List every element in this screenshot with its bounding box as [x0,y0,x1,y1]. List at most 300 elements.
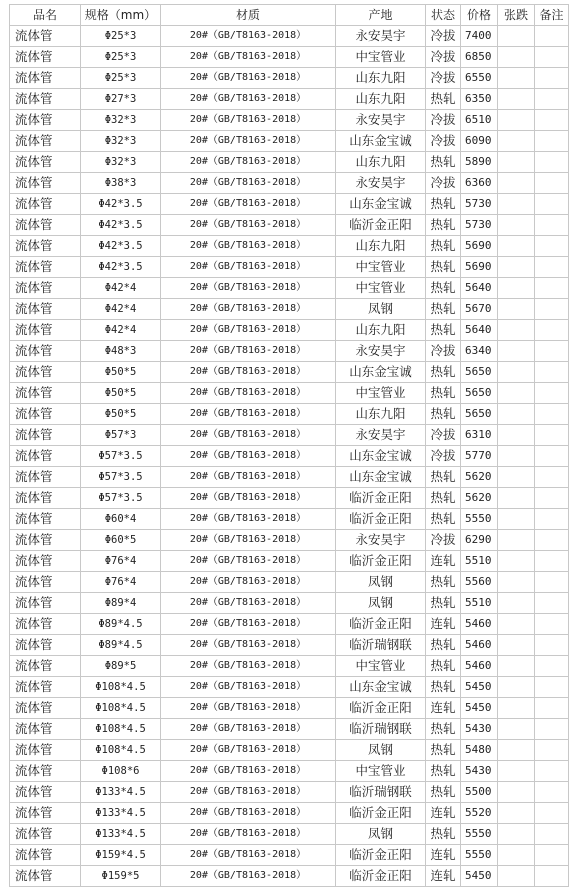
cell-name: 流体管 [10,68,81,89]
cell-state: 连轧 [426,698,461,719]
cell-origin: 临沂金正阳 [336,551,426,572]
cell-material: 20#（GB/T8163-2018） [161,593,336,614]
cell-note [535,26,569,47]
cell-material: 20#（GB/T8163-2018） [161,278,336,299]
cell-change [498,719,535,740]
cell-price: 5510 [461,551,498,572]
cell-spec: Φ133*4.5 [81,782,161,803]
cell-price: 6360 [461,173,498,194]
cell-state: 热轧 [426,320,461,341]
table-row [10,320,569,341]
cell-material: 20#（GB/T8163-2018） [161,698,336,719]
cell-state: 冷拔 [426,446,461,467]
cell-material: 20#（GB/T8163-2018） [161,656,336,677]
cell-price: 6850 [461,47,498,68]
cell-price: 5640 [461,320,498,341]
cell-origin: 山东九阳 [336,236,426,257]
table-row [10,68,569,89]
table-row [10,257,569,278]
cell-change [498,320,535,341]
table-row [10,551,569,572]
cell-spec: Φ32*3 [81,110,161,131]
cell-price: 6290 [461,530,498,551]
cell-material: 20#（GB/T8163-2018） [161,89,336,110]
cell-name: 流体管 [10,488,81,509]
cell-price: 5550 [461,824,498,845]
table-row [10,845,569,866]
cell-note [535,761,569,782]
table-row [10,656,569,677]
cell-state: 热轧 [426,488,461,509]
cell-name: 流体管 [10,110,81,131]
cell-spec: Φ108*4.5 [81,698,161,719]
cell-spec: Φ89*4 [81,593,161,614]
table-row [10,404,569,425]
cell-name: 流体管 [10,173,81,194]
cell-note [535,803,569,824]
cell-spec: Φ42*4 [81,299,161,320]
cell-state: 热轧 [426,782,461,803]
cell-material: 20#（GB/T8163-2018） [161,677,336,698]
table-row [10,383,569,404]
cell-note [535,47,569,68]
cell-note [535,656,569,677]
table-row [10,740,569,761]
cell-name: 流体管 [10,299,81,320]
cell-origin: 永安昊宇 [336,425,426,446]
table-row [10,572,569,593]
cell-origin: 山东金宝诚 [336,194,426,215]
cell-material: 20#（GB/T8163-2018） [161,341,336,362]
table-row [10,215,569,236]
cell-name: 流体管 [10,740,81,761]
cell-material: 20#（GB/T8163-2018） [161,446,336,467]
cell-price: 5890 [461,152,498,173]
table-row [10,614,569,635]
cell-note [535,89,569,110]
cell-material: 20#（GB/T8163-2018） [161,194,336,215]
cell-origin: 临沂瑞钢联 [336,719,426,740]
cell-spec: Φ133*4.5 [81,824,161,845]
cell-material: 20#（GB/T8163-2018） [161,572,336,593]
cell-price: 6550 [461,68,498,89]
cell-note [535,236,569,257]
cell-note [535,131,569,152]
cell-price: 5460 [461,635,498,656]
cell-change [498,488,535,509]
cell-note [535,509,569,530]
cell-change [498,698,535,719]
cell-origin: 中宝管业 [336,257,426,278]
cell-origin: 山东金宝诚 [336,446,426,467]
cell-price: 6350 [461,89,498,110]
cell-price: 5690 [461,236,498,257]
cell-origin: 凤钢 [336,572,426,593]
cell-state: 热轧 [426,89,461,110]
cell-state: 热轧 [426,215,461,236]
cell-state: 热轧 [426,572,461,593]
cell-change [498,635,535,656]
cell-spec: Φ57*3 [81,425,161,446]
cell-origin: 凤钢 [336,593,426,614]
cell-price: 5650 [461,362,498,383]
cell-note [535,719,569,740]
cell-origin: 永安昊宇 [336,341,426,362]
cell-state: 热轧 [426,194,461,215]
cell-price: 5640 [461,278,498,299]
cell-material: 20#（GB/T8163-2018） [161,173,336,194]
cell-note [535,257,569,278]
cell-note [535,782,569,803]
cell-change [498,740,535,761]
cell-price: 5460 [461,656,498,677]
cell-change [498,425,535,446]
table-row [10,236,569,257]
cell-change [498,677,535,698]
cell-origin: 临沂金正阳 [336,509,426,530]
cell-material: 20#（GB/T8163-2018） [161,614,336,635]
cell-name: 流体管 [10,782,81,803]
table-row [10,194,569,215]
cell-state: 连轧 [426,614,461,635]
cell-state: 热轧 [426,257,461,278]
table-row [10,698,569,719]
cell-price: 5450 [461,866,498,887]
table-row [10,131,569,152]
cell-spec: Φ42*3.5 [81,215,161,236]
cell-name: 流体管 [10,194,81,215]
cell-spec: Φ108*6 [81,761,161,782]
cell-material: 20#（GB/T8163-2018） [161,257,336,278]
header-origin: 产地 [336,5,426,26]
cell-state: 冷拔 [426,47,461,68]
table-row [10,89,569,110]
cell-change [498,656,535,677]
cell-origin: 永安昊宇 [336,173,426,194]
cell-origin: 山东九阳 [336,152,426,173]
cell-origin: 永安昊宇 [336,110,426,131]
cell-origin: 临沂瑞钢联 [336,635,426,656]
cell-material: 20#（GB/T8163-2018） [161,509,336,530]
cell-change [498,68,535,89]
cell-name: 流体管 [10,89,81,110]
cell-origin: 临沂金正阳 [336,614,426,635]
cell-spec: Φ50*5 [81,383,161,404]
cell-change [498,110,535,131]
cell-origin: 临沂金正阳 [336,866,426,887]
cell-note [535,194,569,215]
cell-note [535,320,569,341]
cell-price: 6340 [461,341,498,362]
cell-material: 20#（GB/T8163-2018） [161,404,336,425]
cell-price: 5730 [461,194,498,215]
cell-state: 热轧 [426,677,461,698]
table-row [10,299,569,320]
cell-state: 热轧 [426,404,461,425]
table-row [10,47,569,68]
cell-spec: Φ38*3 [81,173,161,194]
table-row [10,278,569,299]
cell-name: 流体管 [10,656,81,677]
cell-note [535,866,569,887]
header-row [10,5,569,26]
cell-origin: 凤钢 [336,740,426,761]
cell-note [535,698,569,719]
cell-change [498,509,535,530]
cell-material: 20#（GB/T8163-2018） [161,26,336,47]
header-state: 状态 [426,5,461,26]
cell-material: 20#（GB/T8163-2018） [161,866,336,887]
table-row [10,341,569,362]
header-spec: 规格（mm） [81,5,161,26]
cell-material: 20#（GB/T8163-2018） [161,467,336,488]
cell-change [498,866,535,887]
cell-material: 20#（GB/T8163-2018） [161,299,336,320]
cell-change [498,47,535,68]
cell-state: 冷拔 [426,26,461,47]
cell-origin: 凤钢 [336,299,426,320]
cell-change [498,572,535,593]
cell-state: 热轧 [426,719,461,740]
cell-price: 5730 [461,215,498,236]
cell-material: 20#（GB/T8163-2018） [161,803,336,824]
cell-material: 20#（GB/T8163-2018） [161,68,336,89]
cell-state: 连轧 [426,866,461,887]
cell-material: 20#（GB/T8163-2018） [161,236,336,257]
cell-note [535,110,569,131]
table-row [10,761,569,782]
cell-name: 流体管 [10,425,81,446]
cell-origin: 中宝管业 [336,278,426,299]
cell-state: 热轧 [426,299,461,320]
cell-name: 流体管 [10,383,81,404]
cell-change [498,467,535,488]
cell-material: 20#（GB/T8163-2018） [161,488,336,509]
cell-spec: Φ50*5 [81,362,161,383]
cell-price: 5510 [461,593,498,614]
header-note: 备注 [535,5,569,26]
cell-material: 20#（GB/T8163-2018） [161,47,336,68]
cell-origin: 永安昊宇 [336,530,426,551]
cell-state: 热轧 [426,278,461,299]
cell-name: 流体管 [10,26,81,47]
cell-origin: 临沂金正阳 [336,488,426,509]
cell-name: 流体管 [10,572,81,593]
cell-price: 5770 [461,446,498,467]
cell-price: 5450 [461,677,498,698]
cell-change [498,614,535,635]
cell-state: 冷拔 [426,68,461,89]
cell-name: 流体管 [10,719,81,740]
cell-state: 热轧 [426,656,461,677]
cell-name: 流体管 [10,152,81,173]
cell-origin: 临沂金正阳 [336,215,426,236]
cell-price: 5520 [461,803,498,824]
cell-name: 流体管 [10,509,81,530]
cell-origin: 临沂瑞钢联 [336,782,426,803]
cell-state: 热轧 [426,362,461,383]
cell-change [498,257,535,278]
cell-spec: Φ108*4.5 [81,719,161,740]
table-row [10,530,569,551]
cell-note [535,152,569,173]
cell-spec: Φ60*4 [81,509,161,530]
table-row [10,488,569,509]
table-row [10,782,569,803]
cell-state: 连轧 [426,803,461,824]
cell-state: 热轧 [426,383,461,404]
header-price: 价格 [461,5,498,26]
cell-price: 5550 [461,845,498,866]
cell-name: 流体管 [10,362,81,383]
cell-note [535,383,569,404]
cropped-title-remnant [175,0,425,3]
table-row [10,152,569,173]
cell-change [498,299,535,320]
cell-change [498,761,535,782]
cell-name: 流体管 [10,635,81,656]
table-row [10,446,569,467]
cell-spec: Φ42*4 [81,278,161,299]
cell-spec: Φ42*3.5 [81,194,161,215]
cell-state: 冷拔 [426,110,461,131]
cell-change [498,845,535,866]
cell-name: 流体管 [10,278,81,299]
cell-name: 流体管 [10,530,81,551]
cell-material: 20#（GB/T8163-2018） [161,383,336,404]
cell-spec: Φ50*5 [81,404,161,425]
cell-price: 5500 [461,782,498,803]
cell-state: 连轧 [426,845,461,866]
cell-change [498,194,535,215]
cell-change [498,173,535,194]
cell-origin: 临沂金正阳 [336,803,426,824]
cell-spec: Φ108*4.5 [81,740,161,761]
cell-spec: Φ32*3 [81,131,161,152]
cell-state: 热轧 [426,740,461,761]
cell-material: 20#（GB/T8163-2018） [161,131,336,152]
table-row [10,635,569,656]
table-row [10,110,569,131]
cell-price: 5550 [461,509,498,530]
cell-spec: Φ27*3 [81,89,161,110]
cell-name: 流体管 [10,257,81,278]
cell-origin: 中宝管业 [336,47,426,68]
cell-note [535,635,569,656]
cell-origin: 凤钢 [336,824,426,845]
cell-spec: Φ57*3.5 [81,488,161,509]
cell-note [535,173,569,194]
cell-change [498,383,535,404]
cell-material: 20#（GB/T8163-2018） [161,320,336,341]
cell-spec: Φ76*4 [81,572,161,593]
cell-note [535,278,569,299]
cell-name: 流体管 [10,845,81,866]
table-row [10,824,569,845]
cell-price: 5670 [461,299,498,320]
cell-change [498,803,535,824]
cell-material: 20#（GB/T8163-2018） [161,152,336,173]
cell-spec: Φ32*3 [81,152,161,173]
cell-name: 流体管 [10,824,81,845]
cell-state: 冷拔 [426,530,461,551]
cell-note [535,341,569,362]
cell-spec: Φ25*3 [81,68,161,89]
cell-state: 热轧 [426,593,461,614]
cell-state: 热轧 [426,467,461,488]
cell-origin: 山东九阳 [336,68,426,89]
cell-price: 5690 [461,257,498,278]
table-row [10,362,569,383]
cell-name: 流体管 [10,47,81,68]
cell-origin: 中宝管业 [336,383,426,404]
cell-change [498,593,535,614]
cell-change [498,215,535,236]
cell-note [535,824,569,845]
table-row [10,803,569,824]
cell-material: 20#（GB/T8163-2018） [161,425,336,446]
cell-spec: Φ60*5 [81,530,161,551]
cell-material: 20#（GB/T8163-2018） [161,635,336,656]
cell-name: 流体管 [10,131,81,152]
cell-origin: 山东金宝诚 [336,131,426,152]
cell-note [535,593,569,614]
cell-state: 热轧 [426,761,461,782]
cell-state: 连轧 [426,551,461,572]
cell-note [535,68,569,89]
cell-material: 20#（GB/T8163-2018） [161,761,336,782]
cell-change [498,236,535,257]
cell-state: 热轧 [426,635,461,656]
cell-spec: Φ25*3 [81,26,161,47]
table-row [10,173,569,194]
cell-note [535,740,569,761]
cell-name: 流体管 [10,467,81,488]
cell-spec: Φ159*5 [81,866,161,887]
table-row [10,593,569,614]
cell-name: 流体管 [10,236,81,257]
cell-origin: 中宝管业 [336,761,426,782]
cell-change [498,362,535,383]
cell-price: 5450 [461,698,498,719]
header-change: 张跌 [498,5,535,26]
cell-spec: Φ42*3.5 [81,257,161,278]
cell-price: 6310 [461,425,498,446]
table-row [10,719,569,740]
cell-material: 20#（GB/T8163-2018） [161,782,336,803]
cell-change [498,278,535,299]
cell-name: 流体管 [10,698,81,719]
cell-material: 20#（GB/T8163-2018） [161,824,336,845]
cell-origin: 中宝管业 [336,656,426,677]
cell-price: 5560 [461,572,498,593]
cell-material: 20#（GB/T8163-2018） [161,551,336,572]
cell-material: 20#（GB/T8163-2018） [161,719,336,740]
cell-note [535,425,569,446]
cell-name: 流体管 [10,551,81,572]
cell-material: 20#（GB/T8163-2018） [161,530,336,551]
cell-price: 5620 [461,467,498,488]
cell-material: 20#（GB/T8163-2018） [161,362,336,383]
cell-spec: Φ159*4.5 [81,845,161,866]
cell-change [498,782,535,803]
table-body [10,26,569,887]
cell-spec: Φ89*4.5 [81,614,161,635]
cell-origin: 山东金宝诚 [336,677,426,698]
table-row [10,26,569,47]
cell-name: 流体管 [10,803,81,824]
cell-spec: Φ25*3 [81,47,161,68]
